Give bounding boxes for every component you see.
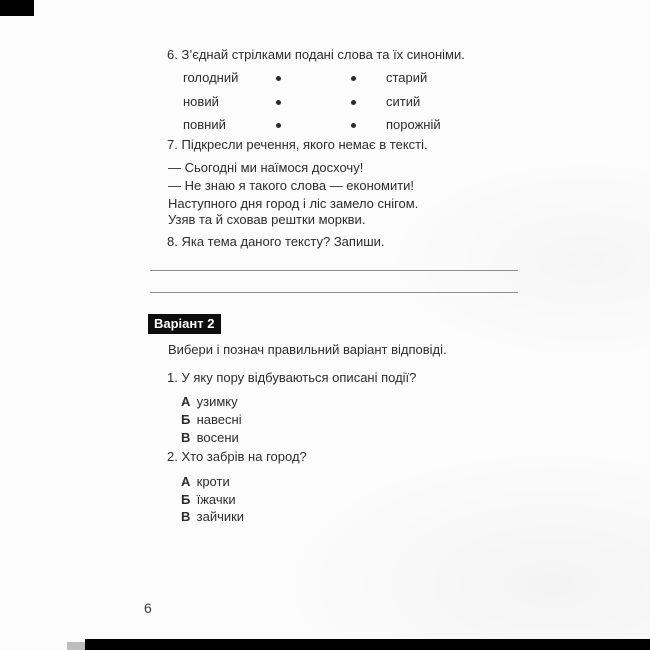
option-text: узимку xyxy=(196,394,238,409)
option-text: навесні xyxy=(196,412,242,427)
option-row xyxy=(181,394,238,410)
option-row xyxy=(181,412,242,428)
option-row xyxy=(181,509,244,525)
match-right-word: ситий xyxy=(386,94,421,109)
scan-bottom-edge-artifact xyxy=(85,639,650,650)
answer-writing-line xyxy=(150,292,518,293)
option-letter: А xyxy=(181,474,191,489)
text-sentence: Узяв та й сховав рештки моркви. xyxy=(168,212,366,227)
task6-number: 6. xyxy=(167,47,178,62)
text-sentence: — Сьогодні ми наїмося досхочу! xyxy=(168,160,364,175)
option-letter: А xyxy=(181,394,191,409)
match-left-word: повний xyxy=(183,117,226,132)
task6-prompt-text: З’єднай стрілками подані слова та їх синоніми. xyxy=(181,47,465,62)
option-letter: Б xyxy=(181,492,191,507)
option-row xyxy=(181,492,236,508)
option-letter: Б xyxy=(181,412,191,427)
match-left-word: голодний xyxy=(183,70,239,85)
task7-number: 7. xyxy=(167,137,178,152)
option-text: кроти xyxy=(196,474,230,489)
match-dot-icon xyxy=(276,76,281,81)
question-1 xyxy=(167,370,416,386)
scan-corner-artifact xyxy=(0,0,34,16)
option-text: восени xyxy=(196,430,239,445)
text-sentence: Наступного дня город і ліс замело снігом. xyxy=(168,196,419,211)
page-number: 6 xyxy=(144,600,152,616)
option-text: їжачки xyxy=(196,492,236,507)
option-letter: В xyxy=(181,509,191,524)
task7-prompt-text: Підкресли речення, якого немає в тексті. xyxy=(181,137,428,152)
option-letter: В xyxy=(181,430,191,445)
match-dot-icon xyxy=(351,76,356,81)
match-row xyxy=(183,70,503,86)
option-row xyxy=(181,474,230,490)
question-1-number: 1. xyxy=(167,370,178,385)
match-dot-icon xyxy=(276,100,281,105)
match-row xyxy=(183,117,503,133)
question-2-number: 2. xyxy=(167,449,178,464)
task8-prompt-text: Яка тема даного тексту? Запиши. xyxy=(181,234,385,249)
match-left-word: новий xyxy=(183,94,219,109)
match-right-word: старий xyxy=(386,70,428,85)
task6-prompt xyxy=(167,47,465,63)
variant-instruction: Вибери і познач правильний варіант відповіді. xyxy=(168,342,447,357)
text-sentence: — Не знаю я такого слова — економити! xyxy=(168,178,415,193)
match-right-word: порожній xyxy=(386,117,441,132)
task8-prompt xyxy=(167,234,385,250)
question-2-text: Хто забрів на город? xyxy=(181,449,307,464)
option-row xyxy=(181,430,239,446)
option-text: зайчики xyxy=(196,509,245,524)
match-dot-icon xyxy=(351,123,356,128)
match-dot-icon xyxy=(276,123,281,128)
task8-number: 8. xyxy=(167,234,178,249)
question-2 xyxy=(167,449,307,465)
match-dot-icon xyxy=(351,100,356,105)
task7-prompt xyxy=(167,137,428,153)
match-row xyxy=(183,94,503,110)
answer-writing-line xyxy=(150,270,518,271)
variant-2-heading: Варіант 2 xyxy=(148,314,221,334)
question-1-text: У яку пору відбуваються описані події? xyxy=(181,370,417,385)
